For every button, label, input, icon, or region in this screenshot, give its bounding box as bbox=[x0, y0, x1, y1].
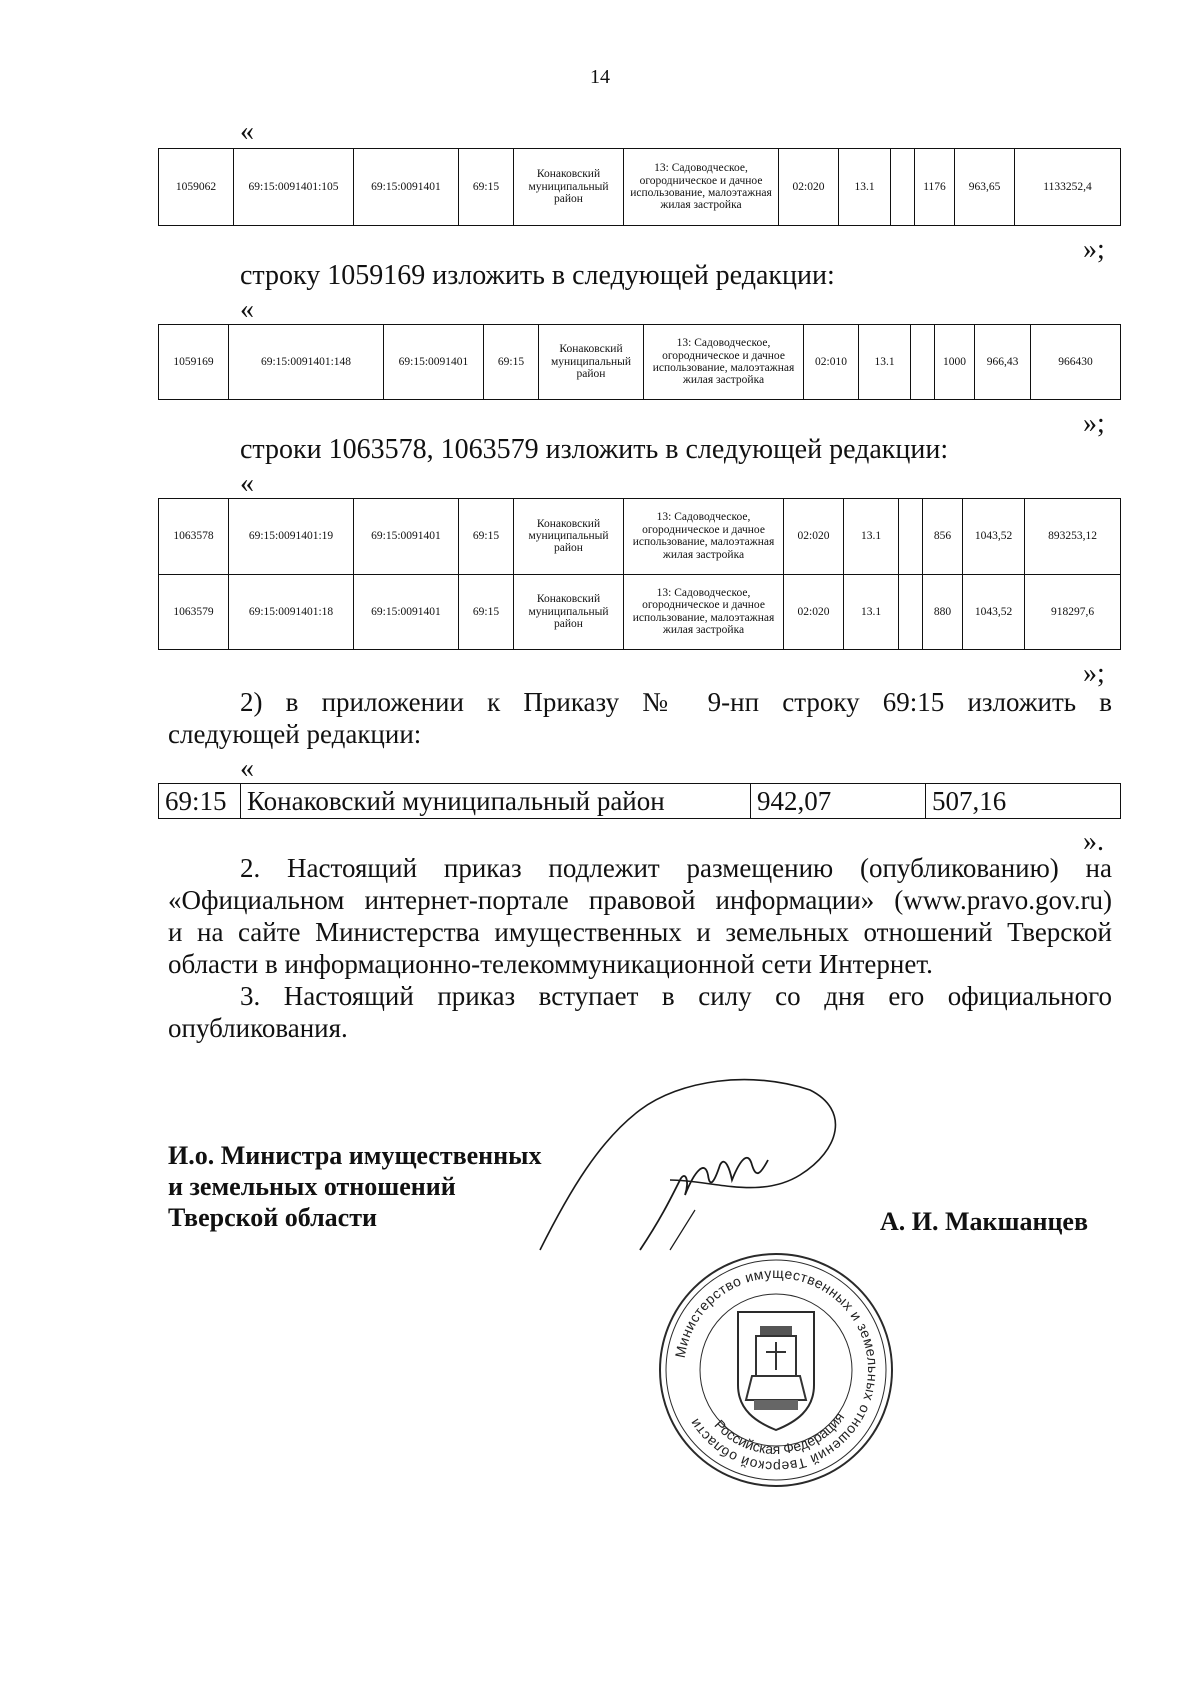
handwritten-signature-icon bbox=[520, 1060, 860, 1260]
appendix-name: Конаковский муниципальный район bbox=[241, 784, 751, 819]
publication-paragraph: 2. Настоящий приказ подлежит размещению (опубликованию) на «Официальном интернет-портале правовой информации» (www.pravo.gov.ru) и на сайте Министерства имущественных и земельных отношений Тверской области в информационно-телекоммуникационной сети Интернет. bbox=[168, 853, 1112, 979]
appendix-value-2: 507,16 bbox=[926, 784, 1121, 819]
official-seal bbox=[656, 1250, 896, 1490]
table-row: 1063578 69:15:0091401:19 69:15:0091401 69:15 Конаковский муниципальный район 13: Садоводческое, огородническое и дачное использование, малоэтажная жилая застройка 02:020 13.1 856 1043,52 893253,12 bbox=[159, 499, 1121, 575]
item-2-paragraph: 2) в приложении к Приказу № 9-нп строку 69:15 изложить в следующей редакции: bbox=[168, 687, 1112, 749]
open-quote: « bbox=[240, 294, 254, 325]
intro-paragraph: строки 1063578, 1063579 изложить в следующей редакции: bbox=[240, 434, 949, 465]
effective-date-paragraph: 3. Настоящий приказ вступает в силу со дня его официального опубликования. bbox=[168, 981, 1112, 1043]
open-quote: « bbox=[240, 753, 254, 784]
seal-icon bbox=[656, 1250, 896, 1490]
table-row bbox=[159, 784, 1121, 819]
open-quote: « bbox=[240, 468, 254, 499]
appendix-code: 69:15 bbox=[159, 784, 241, 819]
table-row: 1059169 69:15:0091401:148 69:15:0091401 69:15 Конаковский муниципальный район 13: Садоводческое, огородническое и дачное использование, малоэтажная жилая застройка 02:010 13.1 1000 966,43 966430 bbox=[159, 325, 1121, 400]
cadastral-table-2 bbox=[158, 324, 1121, 400]
seal-outer-text: Министерство имущественных и земельных отношений Тверской области bbox=[671, 1264, 882, 1476]
appendix-value-1: 942,07 bbox=[751, 784, 926, 819]
close-quote: »; bbox=[1083, 658, 1105, 689]
close-quote: »; bbox=[1083, 408, 1105, 439]
table-row: 1059062 69:15:0091401:105 69:15:0091401 69:15 Конаковский муниципальный район 13: Садоводческое, огородническое и дачное использование, малоэтажная жилая застройка 02:020 13.1 1176 963,65 1133252,4 bbox=[159, 149, 1121, 226]
close-quote: ». bbox=[1083, 826, 1104, 857]
table-row: 1063579 69:15:0091401:18 69:15:0091401 69:15 Конаковский муниципальный район 13: Садоводческое, огородническое и дачное использование, малоэтажная жилая застройка 02:020 13.1 880 1043,52 918297,6 bbox=[159, 574, 1121, 650]
cadastral-table-3 bbox=[158, 498, 1121, 650]
open-quote: « bbox=[240, 116, 254, 147]
cadastral-table-1 bbox=[158, 148, 1121, 226]
close-quote: »; bbox=[1083, 234, 1105, 265]
signatory-title: И.о. Министра имущественных и земельных отношений Тверской области bbox=[168, 1141, 542, 1232]
appendix-table bbox=[158, 783, 1121, 819]
page-number: 14 bbox=[590, 66, 610, 88]
intro-paragraph: строку 1059169 изложить в следующей редакции: bbox=[240, 260, 835, 291]
signatory-name: А. И. Макшанцев bbox=[880, 1207, 1089, 1236]
seal-bottom-text: Российская Федерация bbox=[711, 1409, 848, 1458]
